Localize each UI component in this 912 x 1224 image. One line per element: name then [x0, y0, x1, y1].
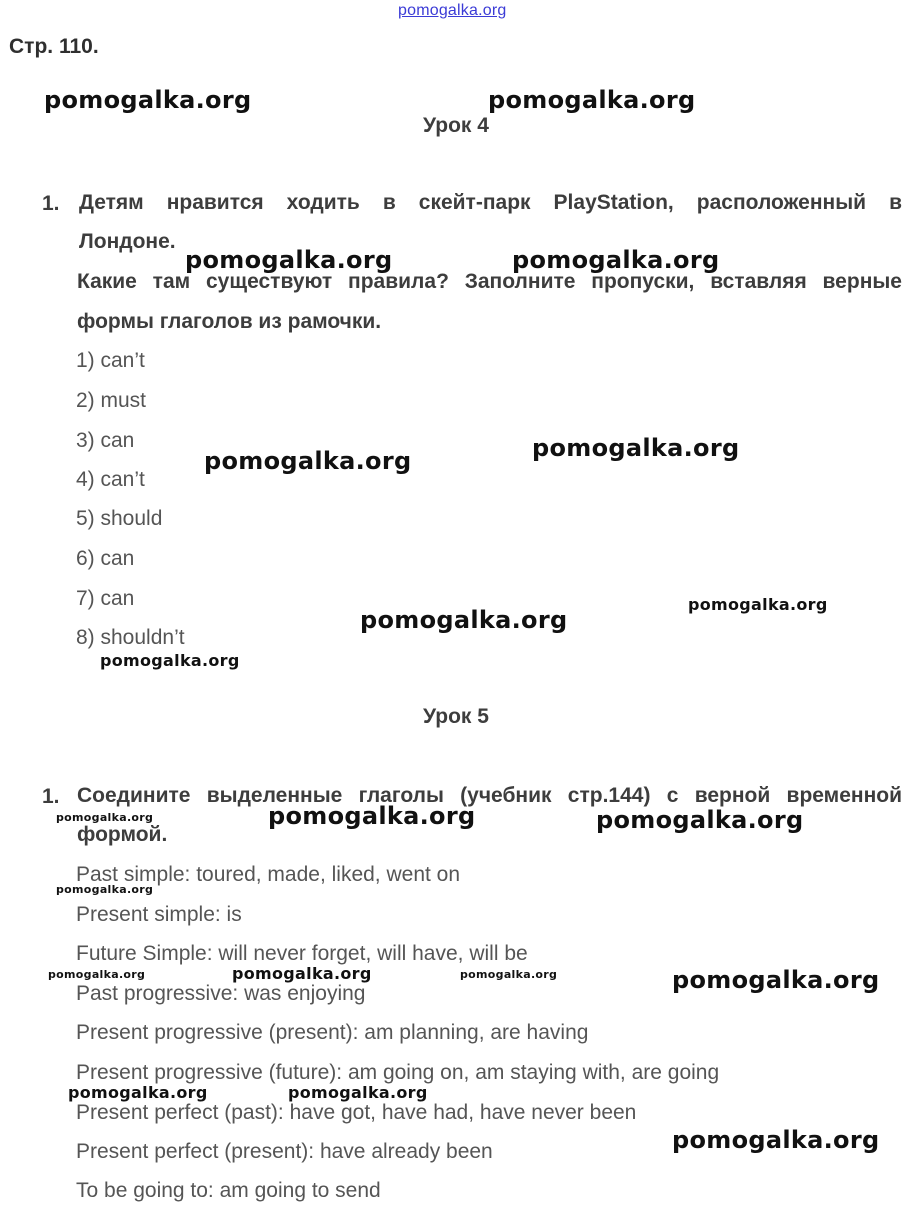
site-link[interactable]: pomogalka.org: [398, 2, 507, 19]
lesson-5-task-line-2: формой.: [77, 823, 168, 846]
watermark: pomogalka.org: [185, 246, 393, 274]
lesson-5-answer: Present simple: is: [76, 903, 242, 926]
watermark: pomogalka.org: [204, 447, 412, 475]
lesson-5-task-line-1: Соедините выделенные глаголы (учебник стр.144) с верной временной: [77, 784, 902, 807]
lesson-5-answer: Present progressive (future): am going on, am staying with, are going: [76, 1061, 720, 1084]
lesson-4-task-number: 1.: [42, 192, 60, 215]
lesson-4-title: Урок 4: [423, 114, 489, 137]
lesson-5-answer: To be going to: am going to send: [76, 1179, 381, 1202]
lesson-5-answer: Present perfect (present): have already been: [76, 1140, 493, 1163]
lesson-5-answer: Present perfect (past): have got, have had, have never been: [76, 1101, 637, 1124]
lesson-4-task-line-3: Какие там существуют правила? Заполните пропуски, вставляя верные: [77, 270, 902, 293]
watermark: pomogalka.org: [672, 966, 880, 994]
watermark: pomogalka.org: [672, 1126, 880, 1154]
lesson-4-task-line-1: Детям нравится ходить в скейт-парк PlayStation, расположенный в: [79, 191, 902, 214]
watermark: pomogalka.org: [288, 1083, 428, 1102]
watermark: pomogalka.org: [68, 1083, 208, 1102]
watermark: pomogalka.org: [100, 651, 240, 670]
lesson-4-answer: 6) can: [76, 547, 135, 570]
watermark: pomogalka.org: [56, 883, 154, 896]
lesson-5-answer: Present progressive (present): am planning, are having: [76, 1021, 589, 1044]
watermark: pomogalka.org: [512, 246, 720, 274]
lesson-4-answer: 5) should: [76, 507, 163, 530]
lesson-4-answer: 7) can: [76, 587, 135, 610]
lesson-4-answer: 8) shouldn’t: [76, 626, 185, 649]
watermark: pomogalka.org: [268, 802, 476, 830]
lesson-4-task-line-4: формы глаголов из рамочки.: [77, 310, 382, 333]
watermark: pomogalka.org: [596, 806, 804, 834]
watermark: pomogalka.org: [56, 811, 154, 824]
watermark: pomogalka.org: [460, 968, 558, 981]
page-number: Стр. 110.: [9, 35, 99, 58]
lesson-4-answer: 2) must: [76, 389, 147, 412]
watermark: pomogalka.org: [360, 606, 568, 634]
lesson-5-answer: Past simple: toured, made, liked, went on: [76, 863, 461, 886]
watermark: pomogalka.org: [48, 968, 146, 981]
lesson-5-title: Урок 5: [423, 705, 489, 728]
lesson-4-answer: 3) can: [76, 429, 135, 452]
watermark: pomogalka.org: [488, 86, 696, 114]
lesson-5-task-number: 1.: [42, 785, 60, 808]
lesson-4-answer: 1) can’t: [76, 349, 145, 372]
watermark: pomogalka.org: [44, 86, 252, 114]
watermark: pomogalka.org: [532, 434, 740, 462]
watermark: pomogalka.org: [688, 595, 828, 614]
lesson-4-task-line-2: Лондоне.: [79, 230, 176, 253]
lesson-4-answer: 4) can’t: [76, 468, 145, 491]
lesson-5-answer: Past progressive: was enjoying: [76, 982, 366, 1005]
lesson-5-answer: Future Simple: will never forget, will have, will be: [76, 942, 528, 965]
watermark: pomogalka.org: [232, 964, 372, 983]
